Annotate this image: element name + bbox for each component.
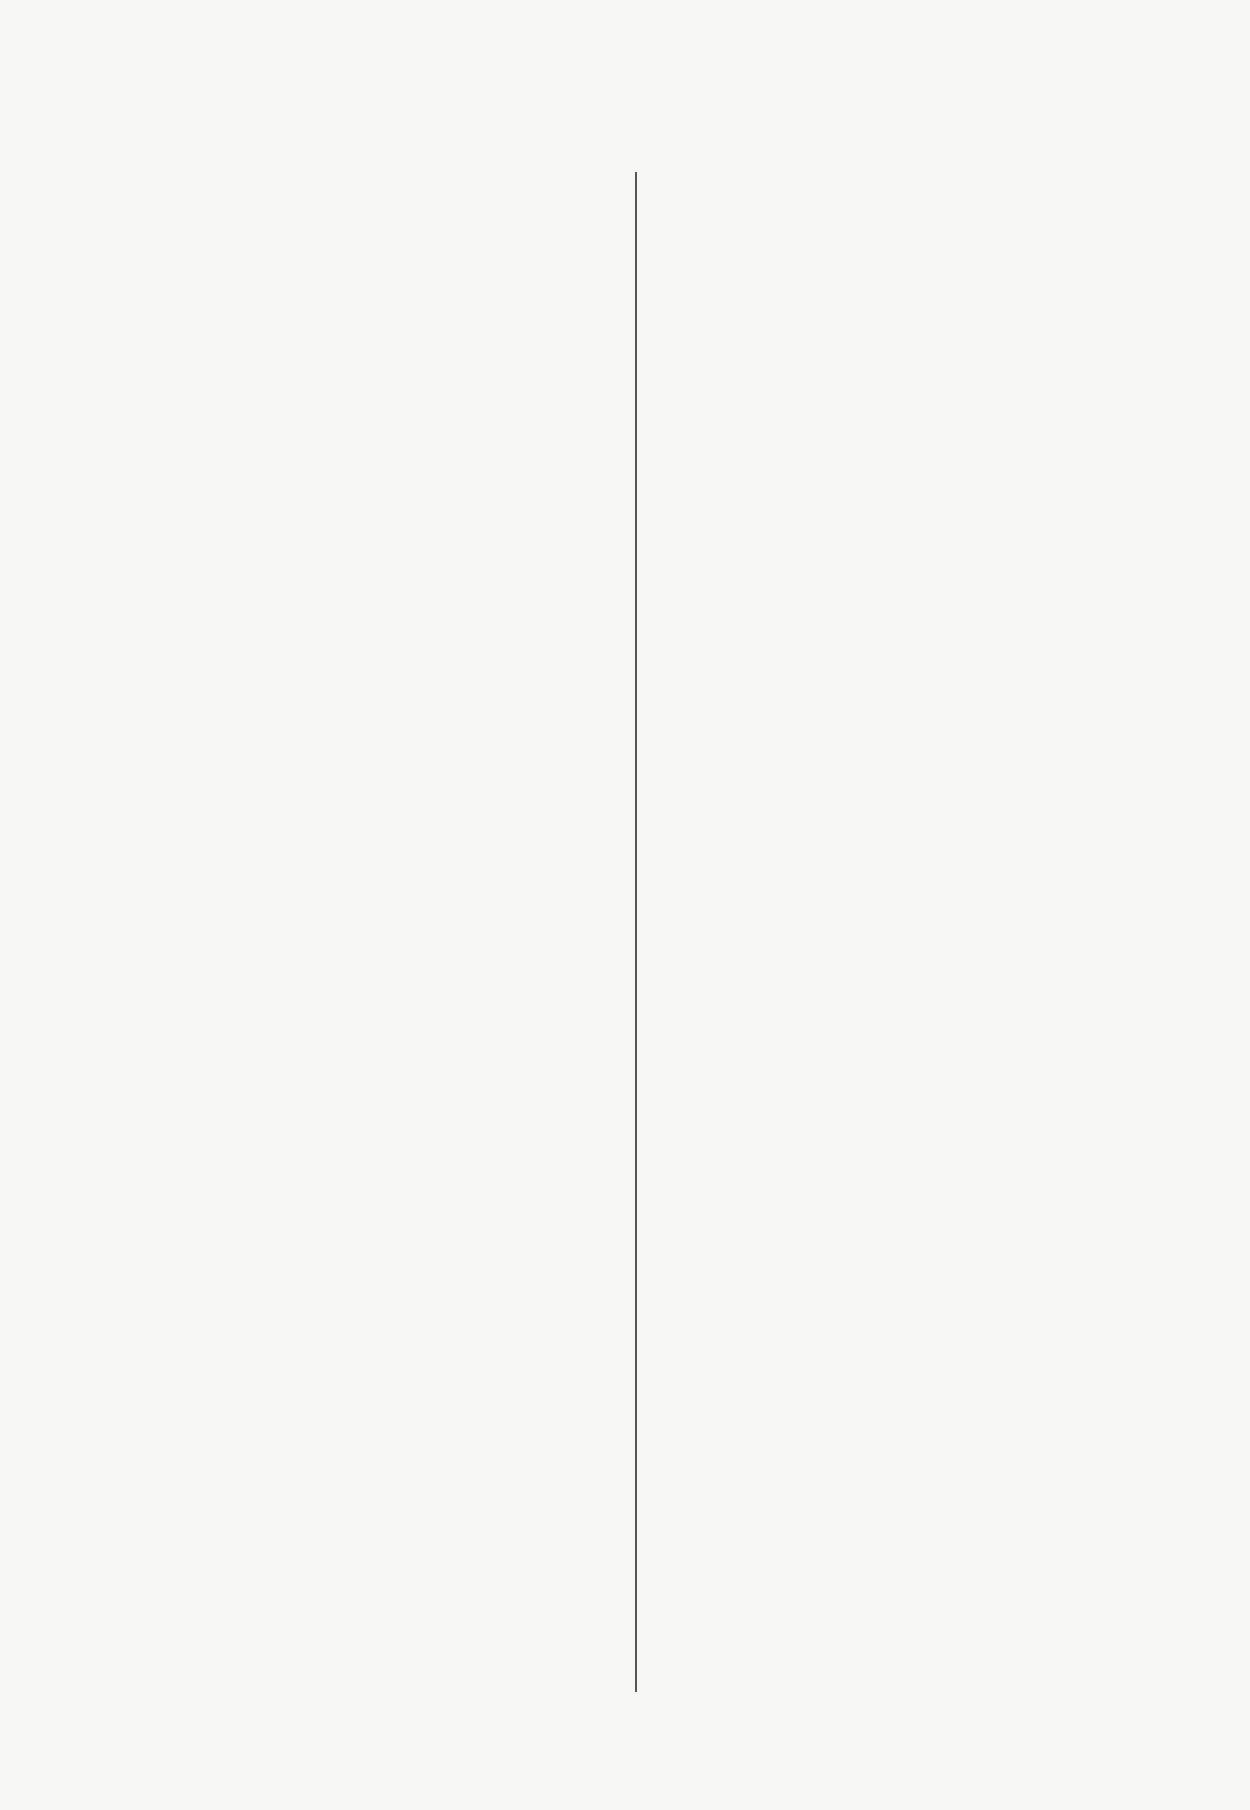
s8-question-4	[98, 860, 106, 886]
question-6	[98, 448, 106, 474]
caterpillar-number-line-1	[128, 175, 528, 265]
s9-q2-matching	[140, 1590, 610, 1700]
s8-q1-decompositions	[125, 540, 585, 680]
s8-question-3	[98, 818, 106, 844]
question-4	[98, 361, 106, 387]
question-5	[98, 404, 106, 430]
column-divider	[635, 172, 637, 1692]
question-3	[98, 318, 106, 344]
s8-question-5	[98, 989, 130, 1022]
